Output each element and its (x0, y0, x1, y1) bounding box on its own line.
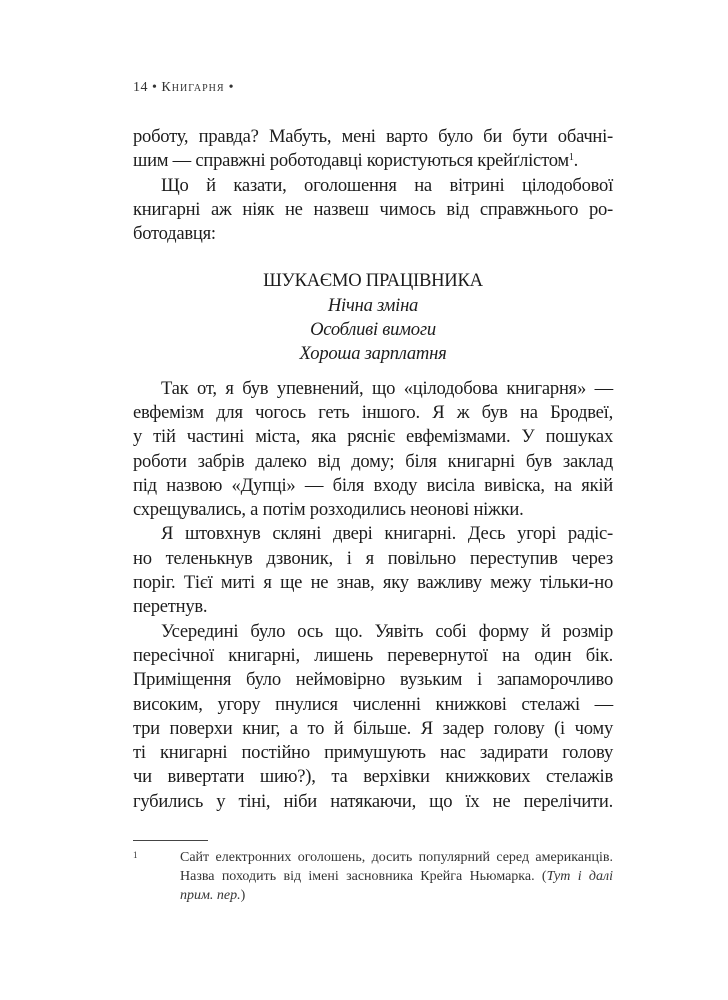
text-line (133, 474, 613, 498)
footnote-text: Назва походить від імені засновника Крейга Ньюмарка. ( (180, 869, 547, 884)
text-line (133, 149, 613, 173)
text-line (133, 571, 613, 595)
footnote-line: Сайт електронних оголошень, досить популярний серед американців. (180, 850, 613, 865)
footnote-line (180, 867, 613, 886)
text-line (133, 595, 613, 619)
footnote-reference: 1 (568, 152, 574, 164)
line-end: . (573, 150, 579, 172)
text-line (133, 198, 613, 222)
line-text: книгарні аж ніяк не назвеш чимось від справжнього ро- (133, 198, 613, 220)
text-line (133, 377, 613, 401)
line-text: но теленькнув дзвоник, і я повільно переступив через (133, 547, 613, 569)
running-header (133, 80, 234, 96)
footnote-divider (133, 840, 208, 841)
text-line (133, 717, 613, 741)
line-text: шим — справжні роботодавці користуються крейґлістом (133, 150, 569, 172)
line-text: роботу, правда? Мабуть, мені варто було би бути обачні- (133, 126, 613, 147)
footnote (133, 848, 613, 905)
text-line (133, 620, 613, 644)
text-line (133, 547, 613, 571)
footnote-mark: 1 (133, 850, 138, 860)
line-text: чи вивертати шию?), та верхівки книжкових стелажів (133, 766, 613, 788)
sign-line: Особливі вимоги (310, 319, 436, 341)
line-text: поріг. Тієї миті я ще не знав, яку важливу межу тільки-но (133, 572, 613, 594)
footnote-italic: прим. пер. (180, 888, 241, 903)
header-separator: • (152, 80, 158, 95)
text-line (133, 222, 613, 246)
paragraphs-after (133, 377, 613, 814)
sign-title: ШУКАЄМО ПРАЦІВНИКА (263, 270, 483, 292)
line-text: ті книгарні постійно примушують нас задирати голову (133, 742, 613, 764)
line-text: Що й казати, оголошення на вітрині цілодобової (161, 174, 613, 196)
line-text: Приміщення було неймовірно вузьким і запаморочливо (133, 669, 613, 691)
footnote-text: ) (240, 888, 246, 903)
line-text: три поверхи книг, а то й більше. Я задер голову (і чому (133, 717, 613, 739)
running-title: Книгарня (161, 80, 225, 95)
line-text: схрещувались, а потім розходились неонові ніжки. (133, 499, 524, 521)
text-line (133, 174, 613, 198)
text-line (133, 522, 613, 546)
text-line (133, 498, 613, 522)
job-sign (133, 269, 613, 366)
text-line (133, 125, 613, 149)
line-text: високим, угору пнулися численні книжкові стелажі — (133, 693, 613, 715)
text-line (133, 401, 613, 425)
footnote-line (180, 886, 613, 905)
sign-line: Нічна зміна (327, 294, 419, 316)
line-text: роботи забрів далеко від дому; біля книгарні був заклад (133, 450, 613, 472)
body-text (133, 125, 613, 814)
line-text: Так от, я був упевнений, що «цілодобова книгарня» — (161, 377, 613, 399)
footnote-italic: Тут і далі (546, 869, 613, 884)
sign-line: Хороша зарплатня (299, 343, 447, 365)
text-line (133, 644, 613, 668)
text-line (133, 425, 613, 449)
paragraphs-before (133, 125, 613, 246)
text-line (133, 668, 613, 692)
text-line (133, 741, 613, 765)
line-text: перетнув. (133, 596, 208, 618)
line-text: губились у тіні, ніби натякаючи, що їх не перелічити. (133, 790, 613, 812)
line-text: Я штовхнув скляні двері книгарні. Десь угорі радіс- (161, 523, 613, 545)
line-text: ботодавця: (133, 223, 216, 245)
line-text: у тій частині міста, яка рясніє евфемізмами. У пошуках (133, 426, 613, 448)
text-line (133, 765, 613, 789)
text-line (133, 693, 613, 717)
line-text: під назвою «Дупці» — біля входу висіла вивіска, на якій (133, 474, 613, 496)
line-text: пересічної книгарні, лишень перевернутої на один бік. (133, 644, 613, 666)
page-number: 14 (133, 80, 148, 95)
text-line (133, 790, 613, 814)
text-line (133, 450, 613, 474)
line-text: евфемізм для чогось геть іншого. Я ж був на Бродвеї, (133, 401, 613, 423)
line-text: Усередині було ось що. Уявіть собі форму й розмір (161, 620, 613, 642)
header-separator: • (228, 80, 234, 95)
